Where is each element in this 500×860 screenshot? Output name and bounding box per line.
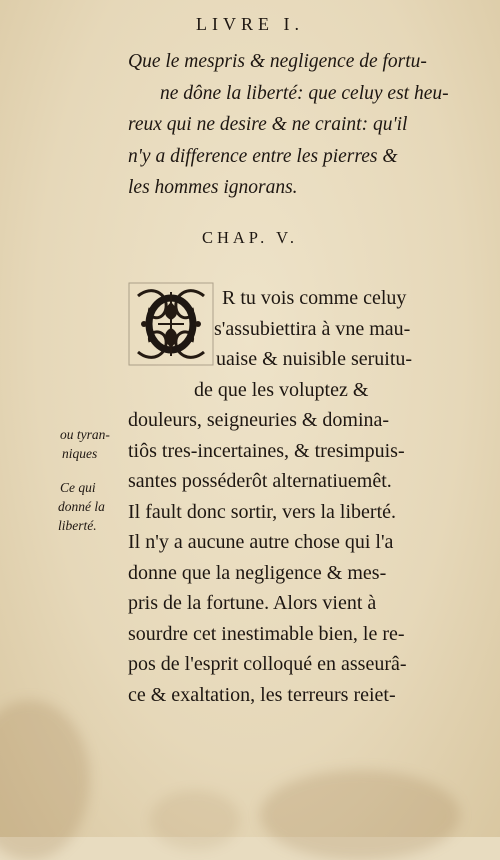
foxing-stain	[0, 700, 90, 860]
summary-line: ne dône la liberté: que celuy est heu-	[160, 82, 449, 104]
margin-note-line: Ce qui	[60, 480, 96, 495]
text-line: sourdre cet inestimable bien, le re-	[128, 622, 405, 645]
summary-line: Que le mespris & negligence de fortu-	[128, 51, 427, 72]
summary-line: n'y a difference entre les pierres &	[128, 145, 398, 167]
text-line: Il n'y a aucune autre chose qui l'a	[128, 531, 394, 553]
text-line: Il fault donc sortir, vers la liberté.	[128, 500, 396, 523]
text-line: de que les voluptez &	[194, 378, 369, 401]
text-line: tiôs tres-incertaines, & tresimpuis-	[128, 439, 405, 462]
text-line: santes posséderôt alternatiuemêt.	[128, 470, 392, 492]
text-line: pos de l'esprit colloqué en asseurâ-	[128, 653, 407, 675]
foxing-stain	[260, 770, 460, 860]
margin-note-line: ou tyran-	[60, 427, 110, 442]
margin-note	[58, 478, 105, 535]
text-line: uaise & nuisible seruitu-	[216, 348, 413, 370]
text-line: donne que la negligence & mes-	[128, 561, 387, 584]
chapter-heading: CHAP. V.	[201, 228, 299, 247]
text-line: ce & exaltation, les terreurs reiet-	[128, 683, 396, 706]
margin-note	[60, 425, 110, 463]
summary-line: les hommes ignorans.	[128, 177, 298, 198]
text-line: s'assubiettira à vne mau-	[214, 317, 411, 340]
margin-note-line: liberté.	[58, 518, 97, 533]
chapter-summary	[128, 46, 478, 204]
running-head: LIVRE I.	[196, 14, 304, 34]
margin-note-line: donné la	[58, 499, 105, 514]
text-line: R tu vois comme celuy	[222, 287, 407, 309]
foxing-stain	[150, 790, 240, 850]
text-line: pris de la fortune. Alors vient à	[128, 592, 377, 614]
summary-line: reux qui ne desire & ne craint: qu'il	[128, 114, 408, 135]
text-line: douleurs, seigneuries & domina-	[128, 409, 390, 431]
margin-note-line: niques	[62, 446, 98, 461]
